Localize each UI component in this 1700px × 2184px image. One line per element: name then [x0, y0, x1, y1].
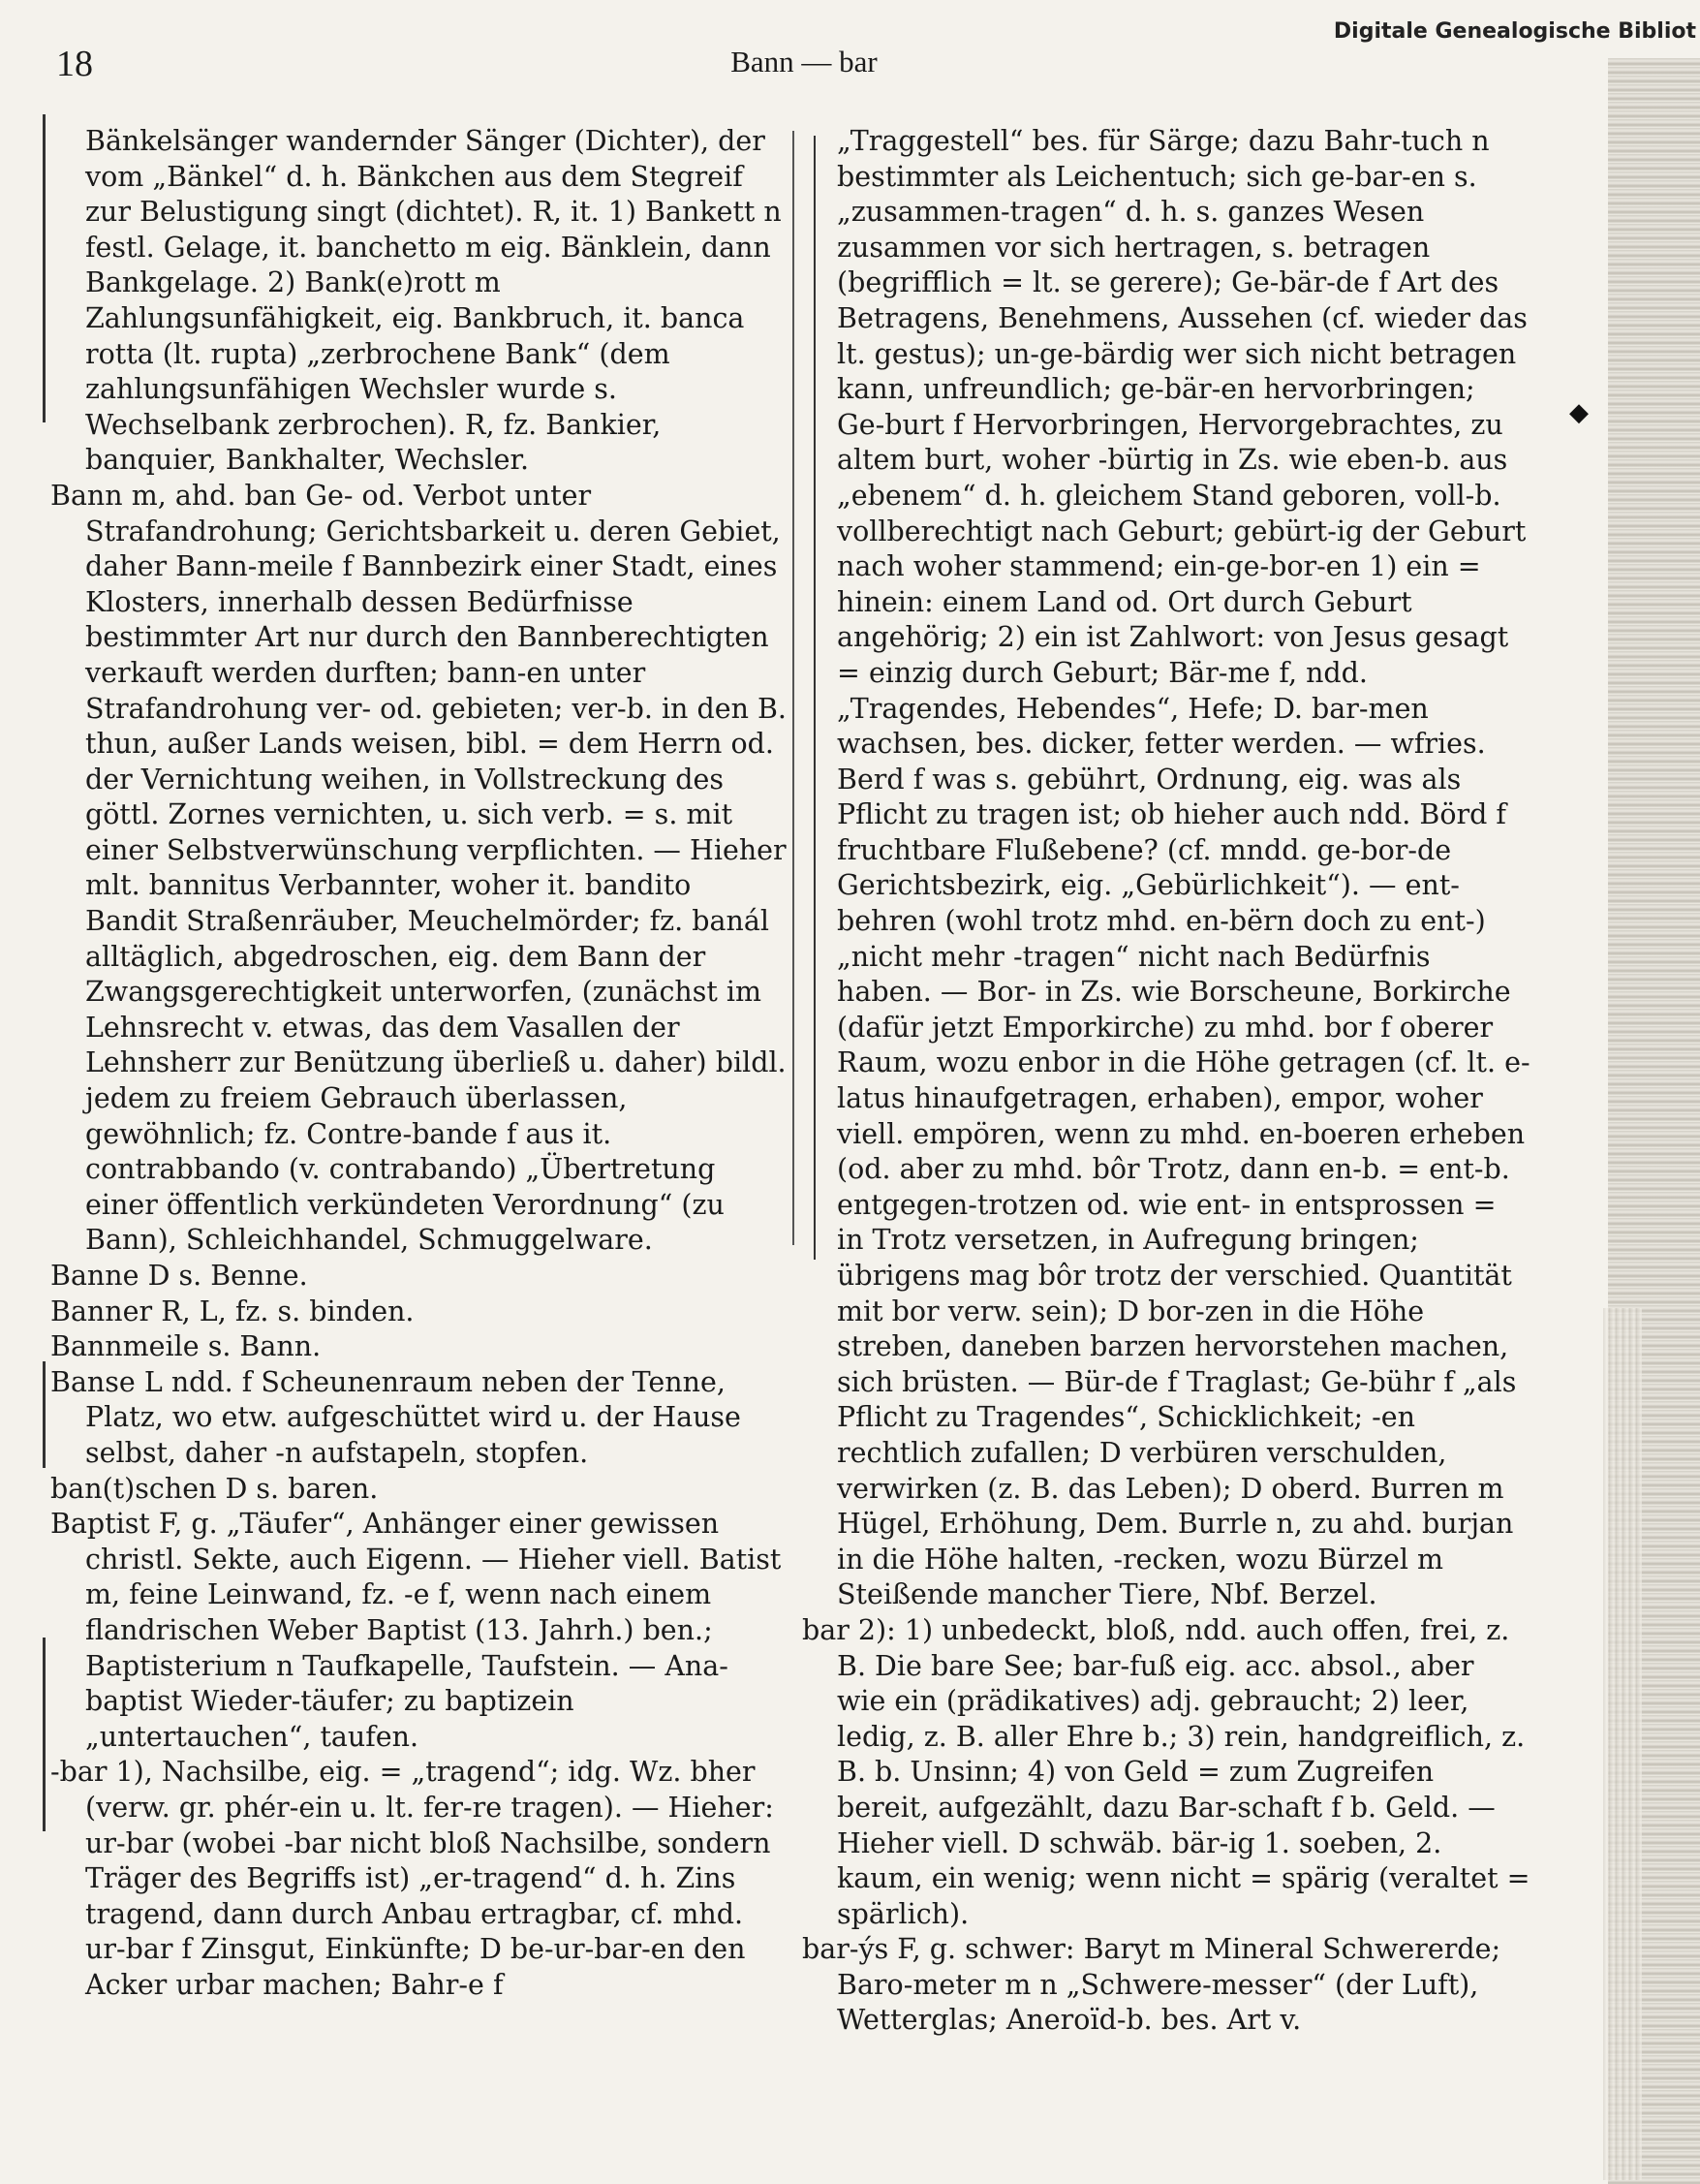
margin-bracket-left-3 [43, 1638, 46, 1831]
right-column [802, 124, 1530, 2120]
left-column [50, 124, 787, 2120]
entry-baptist: Baptist F, g. „Täufer“, Anhänger einer gewissen christl. Sekte, auch Eigenn. — Hieher viell. Batist m, feine Leinwand, fz. -e f, wenn nach einem flandrischen Weber Baptist (13. Jahrh.) ben.; Baptisterium n Taufkapelle, Taufstein. — Ana-baptist Wieder-täufer; zu baptizein „untertauchen“, taufen. [50, 1508, 782, 1753]
entry-bantschen: ban(t)schen D s. baren. [50, 1472, 379, 1505]
entry-banner: Banner R, L, fz. s. binden. [50, 1295, 415, 1327]
entry-barys: bar-ýs F, g. schwer: Baryt m Mineral Schwererde; Baro-meter m n „Schwere-messer“ (der Luft), Wetterglas; Aneroïd-b. bes. Art v. [802, 1933, 1501, 2037]
entry-baenkelsaenger: Bänkelsänger wandernder Sänger (Dichter), der vom „Bänkel“ d. h. Bänkchen aus dem Stegreif zur Belustigung singt (dichtet). R, it. 1) Bankett n festl. Gelage, it. banchetto m eig. Bänklein, dann Bankgelage. 2) Bank(e)rott m Zahlungsunfähigkeit, eig. Bankbruch, it. banca rotta (lt. rupta) „zerbrochene Bank“ (dem zahlungsunfähigen Wechsler wurde s. Wechselbank zerbrochen). R, fz. Bankier, banquier, Bankhalter, Wechsler. [85, 125, 782, 477]
column-divider [792, 131, 794, 1245]
entry-banse: Banse L ndd. f Scheunenraum neben der Tenne, Platz, wo etw. aufgeschüttet wird u. der Hause selbst, daher -n aufstapeln, stopfen. [50, 1365, 741, 1469]
running-head: Bann — bar [730, 45, 878, 78]
library-watermark: Digitale Genealogische Bibliot [1333, 19, 1696, 44]
margin-bracket-left-2 [43, 1361, 46, 1468]
entry-bar-2: bar 2): 1) unbedeckt, bloß, ndd. auch offen, frei, z. B. Die bare See; bar-fuß eig. acc. absol., aber wie ein (prädikatives) adj. gebraucht; 2) leer, ledig, z. B. aller Ehre b.; 3) rein, handgreiflich, z. B. b. Unsinn; 4) von Geld = zum Zugreifen bereit, aufgezählt, dazu Bar-schaft f b. Geld. — Hieher viell. D schwäb. bär-ig 1. soeben, 2. kaum, ein wenig; wenn nicht = spärig (veraltet = spärlich). [802, 1613, 1530, 1930]
entry-bann: Bann m, ahd. ban Ge- od. Verbot unter Strafandrohung; Gerichtsbarkeit u. deren Gebiet, daher Bann-meile f Bannbezirk einer Stadt, eines Klosters, innerhalb dessen Bedürfnisse bestimmter Art nur durch den Bannberechtigten verkauft werden durften; bann-en unter Strafandrohung ver- od. gebieten; ver-b. in den B. thun, außer Lands weisen, bibl. = dem Herrn od. der Vernichtung weihen, in Vollstreckung des göttl. Zornes vernichten, u. sich verb. = s. mit einer Selbstverwünschung verpflichten. — Hieher mlt. bannitus Verbannter, woher it. bandito Bandit Straßenräuber, Meuchelmörder; fz. banál alltäglich, abgedroschen, eig. dem Bann der Zwangsgerechtigkeit unterworfen, (zunächst im Lehnsrecht v. etwas, das dem Vasallen der Lehnsherr zur Benützung überließ u. daher) bildl. jedem zu freiem Gebrauch überlassen, gewöhnlich; fz. Contre-bande f aus it. contrabbando (v. contrabando) „Übertretung einer öffentlich verkündeten Verordnung“ (zu Bann), Schleichhandel, Schmuggelware. [50, 479, 787, 1257]
entry-bar-1: -bar 1), Nachsilbe, eig. = „tragend“; idg. Wz. bher (verw. gr. phér-ein u. lt. fer-re tragen). — Hieher: ur-bar (wobei -bar nicht bloß Nachsilbe, sondern Träger des Begriffs ist) „er-tragend“ d. h. Zins tragend, dann durch Anbau ertragbar, cf. mhd. ur-bar f Zinsgut, Einkünfte; D be-ur-bar-en den Acker urbar machen; Bahr-e f [50, 1756, 774, 2001]
margin-bracket-left-1 [43, 114, 46, 422]
entry-bar-1-continued: „Traggestell“ bes. für Särge; dazu Bahr-tuch n bestimmter als Leichentuch; sich ge-bar-en s. „zusammen-tragen“ d. h. s. ganzes Wesen zusammen vor sich hertragen, s. betragen (begrifflich = lt. se gerere); Ge-bär-de f Art des Betragens, Benehmens, Aussehen (cf. wieder das lt. gestus); un-ge-bärdig wer sich nicht betragen kann, unfreundlich; ge-bär-en hervorbringen; Ge-burt f Hervorbringen, Hervorgebrachtes, zu altem burt, woher -bürtig in Zs. wie eben-b. aus „ebenem“ d. h. gleichem Stand geboren, voll-b. vollberechtigt nach Geburt; gebürt-ig der Geburt nach woher stammend; ein-ge-bor-en 1) ein = hinein: einem Land od. Ort durch Geburt angehörig; 2) ein ist Zahlwort: von Jesus gesagt = einzig durch Geburt; Bär-me f, ndd. „Tragendes, Hebendes“, Hefe; D. bar-men wachsen, bes. dicker, fetter werden. — wfries. Berd f was s. gebührt, Ordnung, eig. was als Pflicht zu tragen ist; ob hieher auch ndd. Börd f fruchtbare Flußebene? (cf. mndd. ge-bor-de Gerichtsbezirk, eig. „Gebürlichkeit“). — ent-behren (wohl trotz mhd. en-bërn doch zu ent-) „nicht mehr -tragen“ nicht nach Bedürfnis haben. — Bor- in Zs. wie Borscheune, Borkirche (dafür jetzt Emporkirche) zu mhd. bor f oberer Raum, wozu enbor in die Höhe getragen (cf. lt. e-latus hinaufgetragen, erhaben), empor, woher viell. empören, wenn zu mhd. en-boeren erheben (od. aber zu mhd. bôr Trotz, dann en-b. = ent-b. entgegen-trotzen od. wie ent- in entsprossen = in Trotz versetzen, in Aufregung bringen; übrigens mag bôr trotz der verschied. Quantität mit bor verw. sein); D bor-zen in die Höhe streben, daneben barzen hervorstehen machen, sich brüsten. — Bür-de f Traglast; Ge-bühr f „als Pflicht zu Tragendes“, Schicklichkeit; -en rechtlich zufallen; D verbüren verschulden, verwirken (z. B. das Leben); D oberd. Burren m Hügel, Erhöhung, Dem. Burrle n, zu ahd. burjan in die Höhe halten, -recken, wozu Bürzel m Steißende mancher Tiere, Nbf. Berzel. [837, 125, 1530, 1611]
entry-bannmeile: Bannmeile s. Bann. [50, 1330, 322, 1363]
page-number: 18 [56, 44, 93, 84]
entry-banne: Banne D s. Benne. [50, 1260, 308, 1292]
scan-edge-shadow-inner [1603, 1308, 1642, 2180]
diamond-marker-icon: ◆ [1569, 398, 1589, 427]
